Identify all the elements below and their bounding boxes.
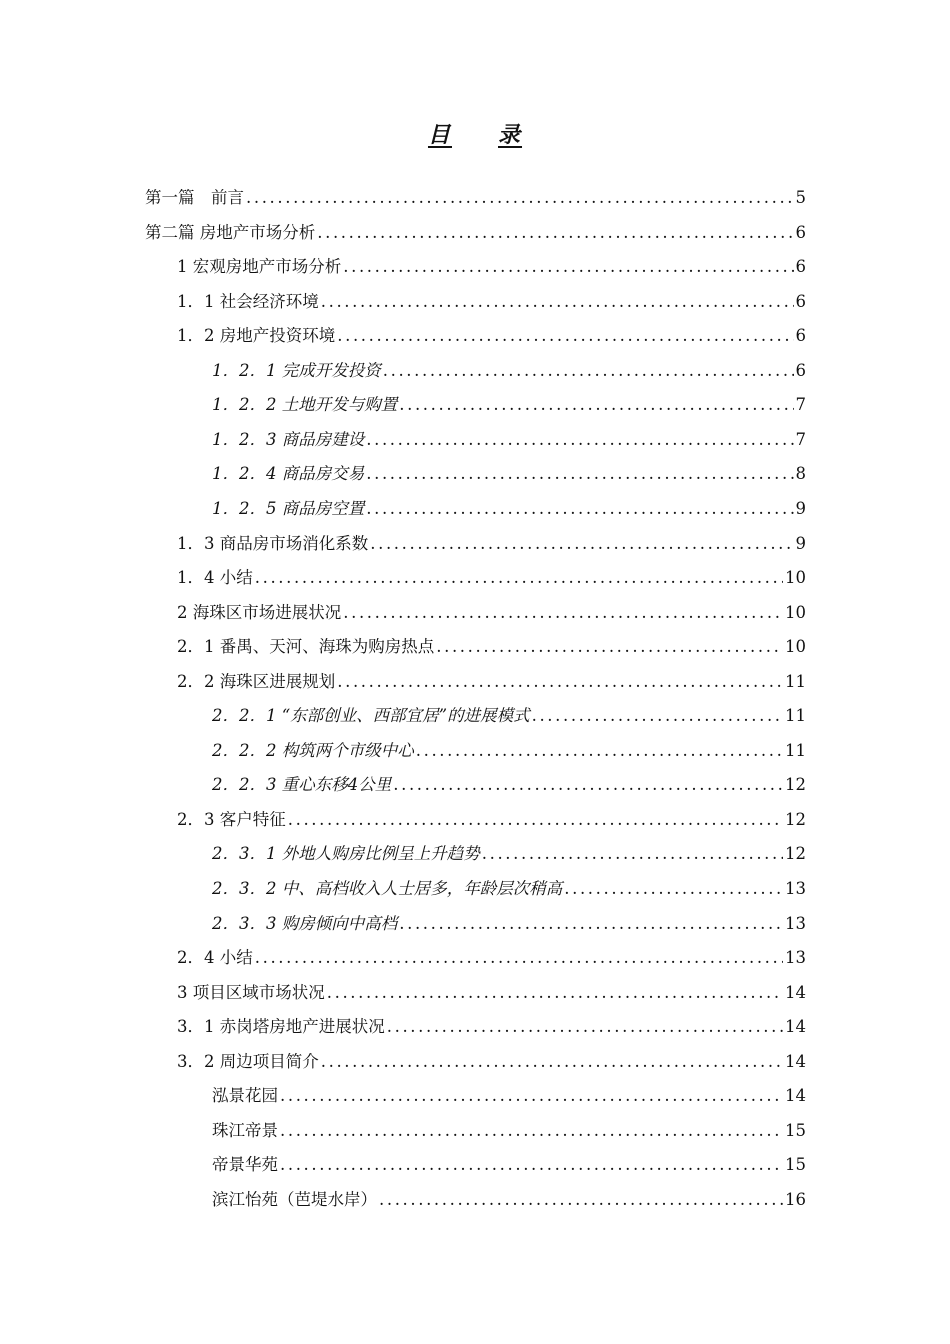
toc-entry-label: 1．1 社会经济环境 bbox=[177, 291, 319, 311]
toc-entry-page-number: 7 bbox=[795, 429, 806, 449]
toc-entry-label: 2．2．2 构筑两个市级中心 bbox=[212, 740, 414, 760]
dot-leader bbox=[327, 981, 783, 1005]
toc-entry-label: 2．3．3 购房倾向中高档 bbox=[212, 913, 398, 933]
page-title bbox=[0, 118, 950, 149]
toc-entry-page-number: 14 bbox=[785, 982, 806, 1002]
toc-entry-page-number: 10 bbox=[785, 637, 806, 657]
toc-entry-label: 泓景花园 bbox=[212, 1086, 278, 1106]
dot-leader bbox=[288, 808, 783, 832]
toc-entry[interactable] bbox=[177, 324, 806, 348]
dot-leader bbox=[343, 601, 783, 625]
toc-entry-page-number: 9 bbox=[795, 498, 806, 518]
toc-entry[interactable] bbox=[212, 877, 806, 901]
dot-leader bbox=[379, 1188, 783, 1212]
toc-entry-page-number: 15 bbox=[785, 1120, 806, 1140]
toc-entry[interactable] bbox=[212, 1084, 806, 1108]
toc-entry-label: 2．3．2 中、高档收入人士居多，年龄层次稍高 bbox=[212, 879, 563, 898]
dot-leader bbox=[337, 324, 793, 348]
toc-entry-page-number: 8 bbox=[795, 464, 806, 484]
toc-entry-page-number: 11 bbox=[785, 740, 806, 760]
toc-entry-page-number: 13 bbox=[785, 948, 806, 968]
toc-entry-page-number: 16 bbox=[785, 1189, 806, 1209]
toc-entry[interactable] bbox=[145, 221, 806, 245]
toc-entry-label: 1．2．4 商品房交易 bbox=[212, 464, 365, 484]
toc-entry[interactable] bbox=[212, 1153, 806, 1177]
toc-entry[interactable] bbox=[212, 462, 806, 486]
toc-entry-page-number: 14 bbox=[785, 1051, 806, 1071]
toc-entry[interactable] bbox=[212, 428, 806, 452]
title-part-1: 目 bbox=[427, 122, 452, 148]
toc-entry-page-number: 15 bbox=[785, 1155, 806, 1175]
toc-entry-page-number: 6 bbox=[795, 326, 806, 346]
toc-entry-page-number: 9 bbox=[795, 533, 806, 553]
toc-entry[interactable] bbox=[212, 704, 806, 728]
toc-entry-page-number: 13 bbox=[785, 879, 806, 898]
toc-entry[interactable] bbox=[145, 186, 806, 210]
toc-entry[interactable] bbox=[177, 635, 806, 659]
dot-leader bbox=[366, 428, 793, 452]
toc-entry-label: 1．2 房地产投资环境 bbox=[177, 326, 336, 346]
toc-entry-label: 1．2．1 完成开发投资 bbox=[212, 360, 381, 380]
dot-leader bbox=[255, 566, 783, 590]
toc-entry[interactable] bbox=[177, 532, 806, 556]
dot-leader bbox=[246, 186, 794, 210]
toc-entry[interactable] bbox=[212, 842, 806, 866]
toc-entry-label: 帝景华苑 bbox=[212, 1155, 278, 1175]
toc-entry[interactable] bbox=[212, 497, 806, 521]
toc-entry-label: 2．4 小结 bbox=[177, 948, 253, 968]
toc-entry-page-number: 12 bbox=[785, 775, 806, 795]
dot-leader bbox=[280, 1084, 783, 1108]
toc-entry-page-number: 11 bbox=[785, 671, 806, 691]
dot-leader bbox=[532, 704, 783, 728]
dot-leader bbox=[337, 670, 783, 694]
toc-entry-label: 2．3．1 外地人购房比例呈上升趋势 bbox=[212, 844, 480, 864]
dot-leader bbox=[399, 912, 783, 936]
toc-entry-page-number: 6 bbox=[795, 222, 806, 242]
toc-entry-page-number: 5 bbox=[795, 188, 806, 207]
dot-leader bbox=[366, 462, 793, 486]
toc-entry-label: 1．4 小结 bbox=[177, 568, 253, 587]
dot-leader bbox=[482, 842, 783, 866]
toc-entry-label: 1．3 商品房市场消化系数 bbox=[177, 533, 369, 553]
dot-leader bbox=[393, 773, 783, 797]
toc-entry[interactable] bbox=[212, 393, 806, 417]
toc-entry-label: 滨江怡苑（芭堤水岸） bbox=[212, 1189, 377, 1209]
toc-entry-page-number: 10 bbox=[785, 602, 806, 622]
dot-leader bbox=[416, 739, 783, 763]
toc-entry[interactable] bbox=[212, 1119, 806, 1143]
toc-entry[interactable] bbox=[177, 290, 806, 314]
title-part-2: 录 bbox=[498, 122, 523, 148]
dot-leader bbox=[255, 946, 783, 970]
toc-entry[interactable] bbox=[212, 739, 806, 763]
toc-entry-label: 1．2．5 商品房空置 bbox=[212, 498, 365, 518]
toc-entry-page-number: 10 bbox=[785, 568, 806, 587]
dot-leader bbox=[343, 255, 793, 279]
dot-leader bbox=[321, 290, 794, 314]
toc-entry[interactable] bbox=[177, 1015, 806, 1039]
toc-entry-page-number: 12 bbox=[785, 809, 806, 829]
dot-leader bbox=[321, 1050, 783, 1074]
toc-entry[interactable] bbox=[177, 808, 806, 832]
toc-entry-page-number: 11 bbox=[785, 706, 806, 726]
toc-entry-label: 2．3 客户特征 bbox=[177, 809, 286, 829]
toc-entry-page-number: 6 bbox=[795, 291, 806, 311]
dot-leader bbox=[317, 221, 793, 245]
toc-entry-label: 2．2．1 “东部创业、西部宜居”的进展模式 bbox=[212, 706, 530, 726]
toc-entry-label: 3．2 周边项目简介 bbox=[177, 1051, 319, 1071]
dot-leader bbox=[280, 1119, 783, 1143]
toc-entry-label: 1．2．2 土地开发与购置 bbox=[212, 395, 398, 415]
toc-entry-label: 珠江帝景 bbox=[212, 1120, 278, 1140]
toc-entry-label: 第二篇 房地产市场分析 bbox=[145, 222, 316, 242]
dot-leader bbox=[366, 497, 793, 521]
dot-leader bbox=[436, 635, 783, 659]
toc-entry-label: 3．1 赤岗塔房地产进展状况 bbox=[177, 1017, 385, 1037]
dot-leader bbox=[564, 877, 783, 901]
toc-entry-label: 2．2．3 重心东移4公里 bbox=[212, 775, 392, 795]
toc-entry-page-number: 6 bbox=[795, 360, 806, 380]
toc-entry[interactable] bbox=[177, 670, 806, 694]
toc-entry[interactable] bbox=[177, 981, 806, 1005]
toc-entry-page-number: 14 bbox=[785, 1017, 806, 1037]
toc-entry[interactable] bbox=[177, 566, 806, 590]
toc-entry[interactable] bbox=[212, 773, 806, 797]
toc-entry-label: 2．2 海珠区进展规划 bbox=[177, 671, 336, 691]
toc-entry-page-number: 7 bbox=[795, 395, 806, 415]
dot-leader bbox=[383, 359, 794, 383]
toc-entry-page-number: 14 bbox=[785, 1086, 806, 1106]
dot-leader bbox=[370, 532, 793, 556]
toc-entry[interactable] bbox=[177, 946, 806, 970]
toc-entry-page-number: 6 bbox=[795, 257, 806, 277]
toc-entry[interactable] bbox=[177, 1050, 806, 1074]
toc-entry-label: 1 宏观房地产市场分析 bbox=[177, 257, 342, 277]
toc-entry[interactable] bbox=[212, 359, 806, 383]
toc-entry-label: 3 项目区域市场状况 bbox=[177, 982, 325, 1002]
dot-leader bbox=[399, 393, 793, 417]
toc-entry[interactable] bbox=[177, 255, 806, 279]
toc-entry-label: 1．2．3 商品房建设 bbox=[212, 429, 365, 449]
dot-leader bbox=[387, 1015, 783, 1039]
toc-entry-label: 2．1 番禺、天河、海珠为购房热点 bbox=[177, 637, 435, 657]
toc-entry[interactable] bbox=[177, 601, 806, 625]
toc-entry-label: 2 海珠区市场进展状况 bbox=[177, 602, 342, 622]
toc-entry-page-number: 12 bbox=[785, 844, 806, 864]
toc-entry-page-number: 13 bbox=[785, 913, 806, 933]
dot-leader bbox=[280, 1153, 783, 1177]
toc-entry[interactable] bbox=[212, 912, 806, 936]
toc-entry-label: 第一篇 前言 bbox=[145, 188, 244, 207]
toc-entry[interactable] bbox=[212, 1188, 806, 1212]
